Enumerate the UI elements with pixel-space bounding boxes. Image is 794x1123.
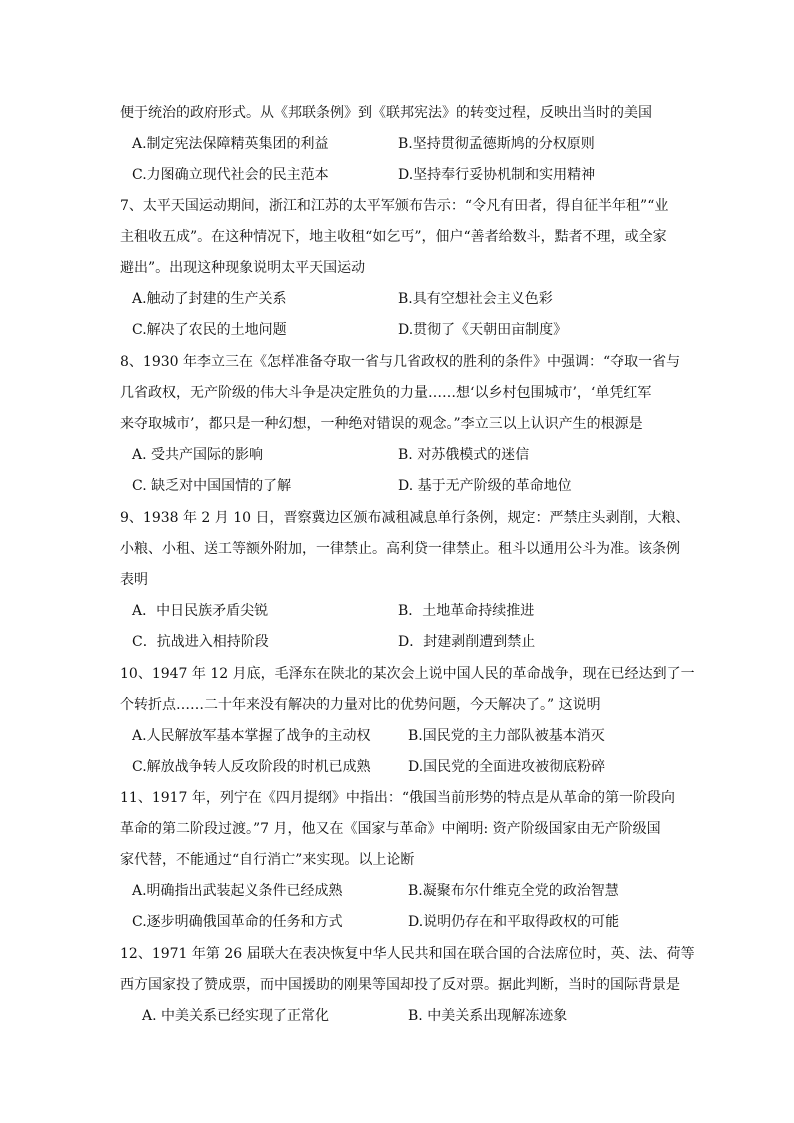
q7-option-c: C.解决了农民的土地问题	[132, 322, 287, 338]
q6-stem-line: 便于统治的政府形式。从《邦联条例》到《联邦宪法》的转变过程，反映出当时的美国	[120, 105, 652, 121]
q9-option-d: D．封建剥削遭到禁止	[398, 634, 536, 650]
q12-option-a: A. 中美关系已经实现了正常化	[142, 1008, 330, 1024]
q10-option-b: B.国民党的主力部队被基本消灭	[408, 728, 605, 744]
q11-stem-line-1: 11、1917 年，列宁在《四月提纲》中指出：“俄国当前形势的特点是从革命的第一阶段向	[120, 790, 676, 806]
q8-stem-line-1: 8、1930 年李立三在《怎样准备夺取一省与几省政权的胜利的条件》中强调：“夺取一省与	[120, 354, 681, 370]
q11-option-a: A.明确指出武装起义条件已经成熟	[132, 883, 343, 899]
q8-option-d: D. 基于无产阶级的革命地位	[398, 478, 572, 494]
q11-option-b: B.凝聚布尔什维克全党的政治智慧	[408, 883, 619, 899]
q8-option-a: A. 受共产国际的影响	[132, 447, 264, 463]
q10-option-a: A.人民解放军基本掌握了战争的主动权	[132, 728, 371, 744]
q8-stem-line-3: 来夺取城市’，都只是一种幻想，一种绝对错误的观念。”李立三以上认识产生的根源是	[120, 416, 643, 432]
q10-option-d: D.国民党的全面进攻被彻底粉碎	[408, 759, 606, 775]
q6-option-c: C.力图确立现代社会的民主范本	[132, 167, 329, 183]
q7-option-a: A.触动了封建的生产关系	[132, 291, 287, 307]
q9-option-c: C．抗战进入相持阶段	[132, 634, 269, 650]
q7-option-d: D.贯彻了《天朝田亩制度》	[398, 322, 568, 338]
q11-option-d: D.说明仍存在和平取得政权的可能	[408, 914, 620, 930]
q6-option-d: D.坚持奉行妥协机制和实用精神	[398, 167, 596, 183]
q11-stem-line-3: 家代替，不能通过“自行消亡”来实现。以上论断	[120, 852, 415, 868]
q6-option-b: B.坚持贯彻孟德斯鸠的分权原则	[398, 136, 595, 152]
q9-stem-line-3: 表明	[120, 572, 148, 588]
q9-stem-line-1: 9、1938 年 2 月 10 日，晋察冀边区颁布减租减息单行条例，规定：严禁庄头剥削，大粮、	[120, 510, 690, 526]
q11-option-c: C.逐步明确俄国革命的任务和方式	[132, 914, 343, 930]
q9-option-b: B．土地革命持续推进	[398, 603, 535, 619]
q10-stem-line-2: 个转折点……二十年来没有解决的力量对比的优势问题，今天解决了。” 这说明	[120, 697, 601, 713]
q7-option-b: B.具有空想社会主义色彩	[398, 291, 553, 307]
q7-stem-line-2: 主租收五成”。在这种情况下，地主收租“如乞丐”，佃户“善者给数斗，黠者不理，或全家	[120, 229, 667, 245]
q7-stem-line-1: 7、太平天国运动期间，浙江和江苏的太平军颁布告示：“令凡有田者，得自征半年租”“业	[120, 198, 669, 214]
q10-stem-line-1: 10、1947 年 12 月底，毛泽东在陕北的某次会上说中国人民的革命战争，现在已经达到了一	[120, 666, 695, 682]
q8-option-c: C. 缺乏对中国国情的了解	[132, 478, 292, 494]
q9-stem-line-2: 小粮、小租、送工等额外附加，一律禁止。高利贷一律禁止。租斗以通用公斗为准。该条例	[120, 541, 680, 557]
q6-option-a: A.制定宪法保障精英集团的利益	[132, 136, 329, 152]
q11-stem-line-2: 革命的第二阶段过渡。”7 月，他又在《国家与革命》中阐明: 资产阶级国家由无产阶级国	[120, 821, 661, 837]
q12-stem-line-2: 西方国家投了赞成票，而中国援助的刚果等国却投了反对票。据此判断，当时的国际背景是	[120, 977, 680, 993]
q9-option-a: A．中日民族矛盾尖锐	[132, 603, 269, 619]
q12-option-b: B. 中美关系出现解冻迹象	[408, 1008, 568, 1024]
q10-option-c: C.解放战争转人反攻阶段的时机已成熟	[132, 759, 371, 775]
q7-stem-line-3: 避出”。出现这种现象说明太平天国运动	[120, 260, 366, 276]
q8-option-b: B. 对苏俄模式的迷信	[398, 447, 530, 463]
q8-stem-line-2: 几省政权，无产阶级的伟大斗争是决定胜负的力量……想‘以乡村包围城市’，‘单凭红军	[120, 385, 652, 401]
q12-stem-line-1: 12、1971 年第 26 届联大在表决恢复中华人民共和国在联合国的合法席位时，英、法、荷等	[120, 946, 695, 962]
